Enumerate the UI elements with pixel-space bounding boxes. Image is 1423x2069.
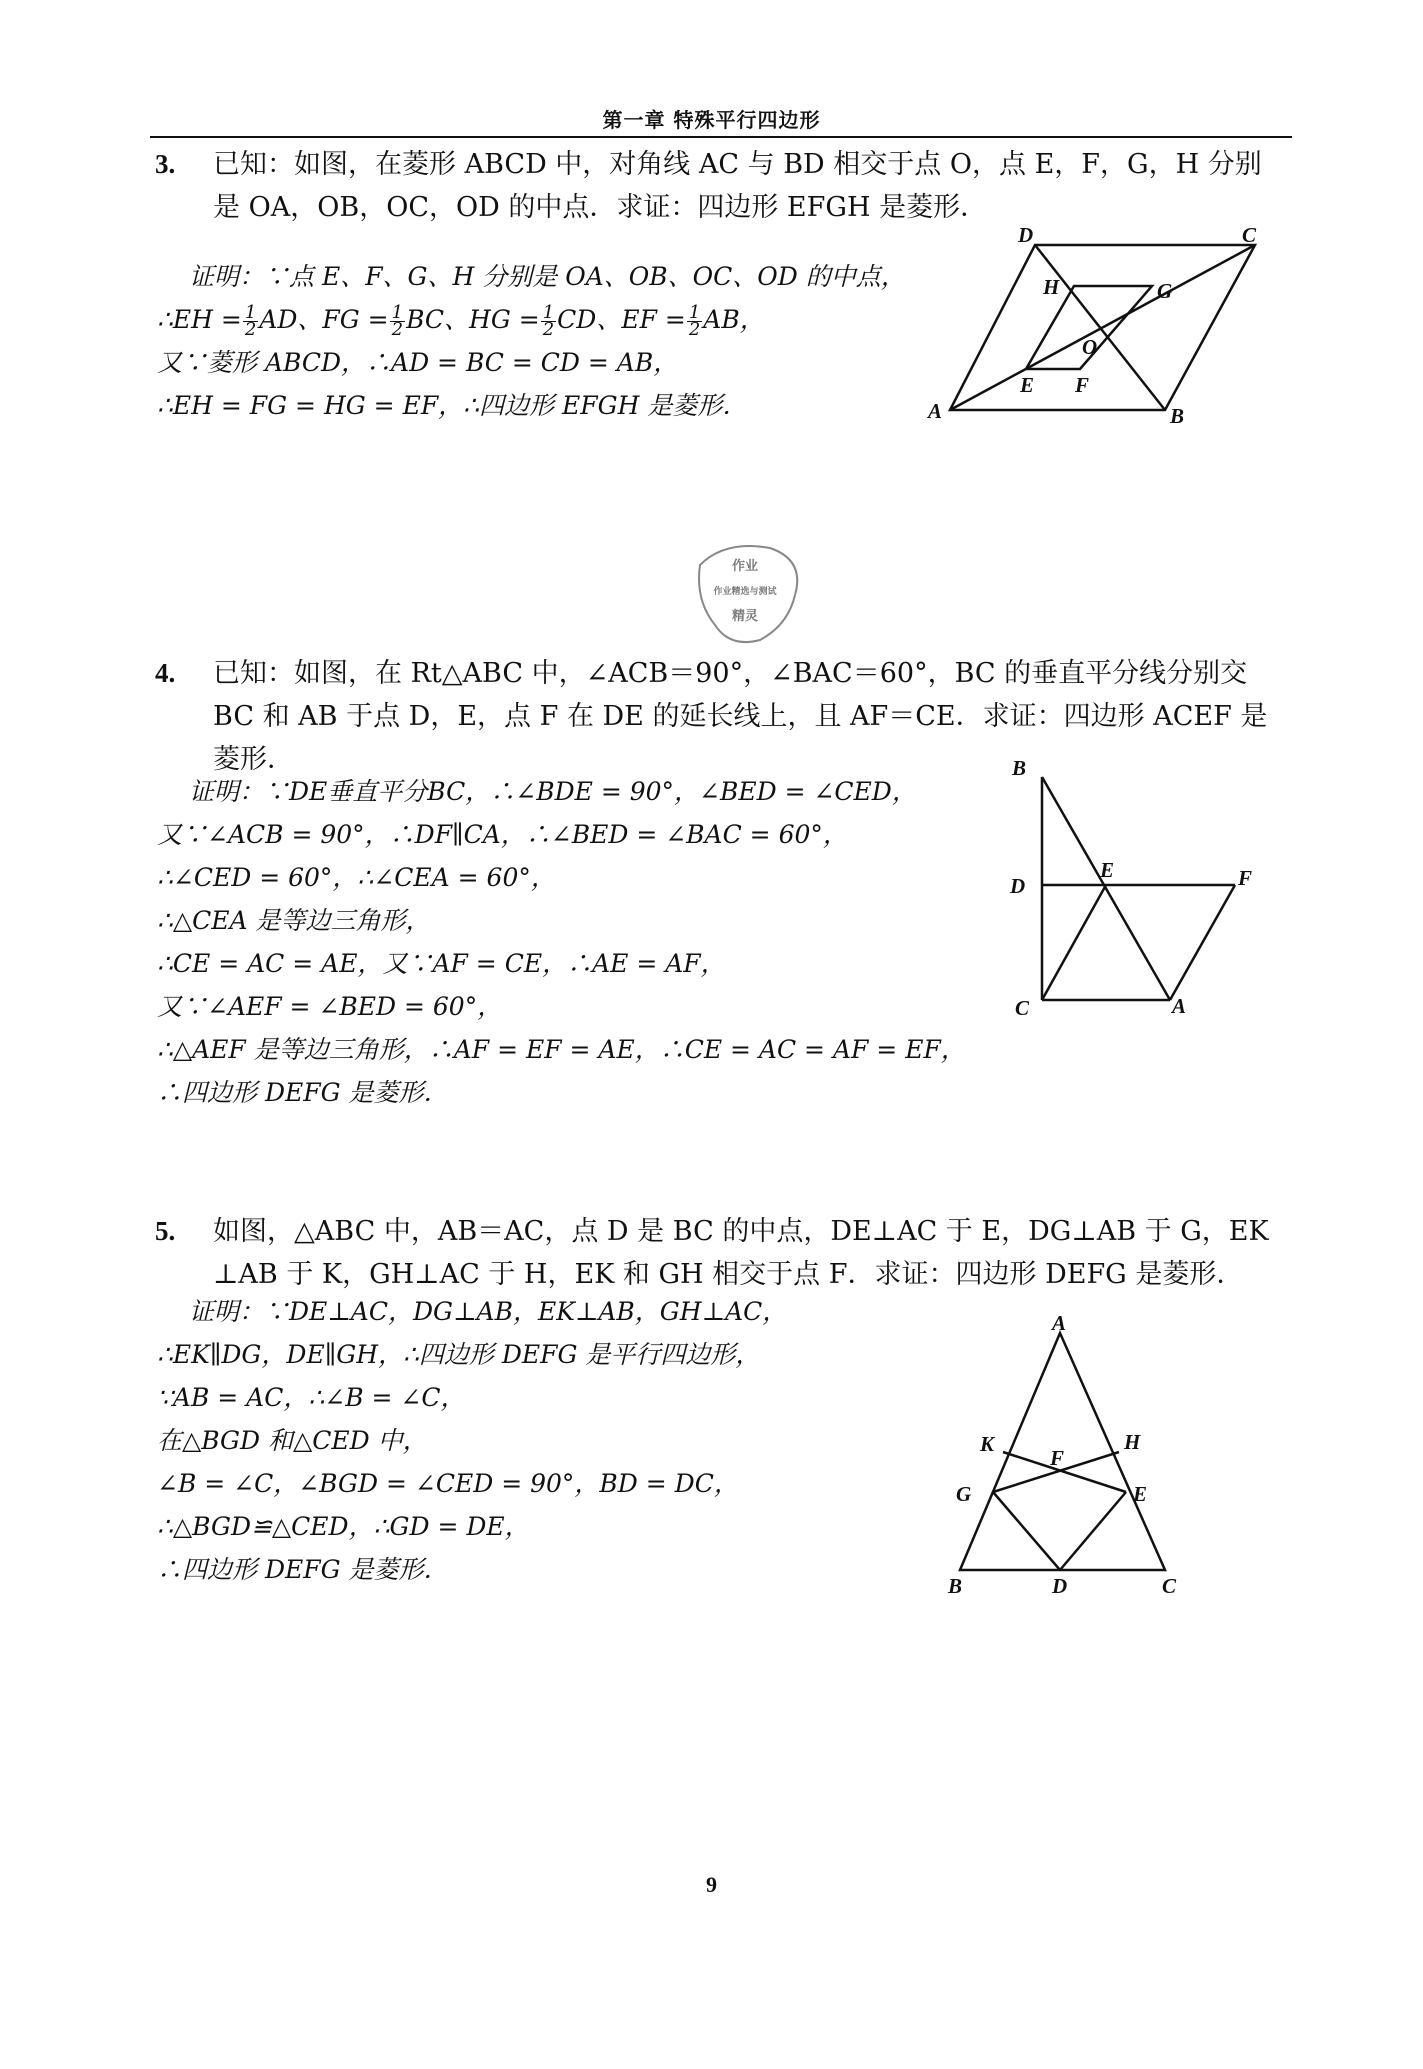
- segment-ek: [1003, 1452, 1126, 1492]
- problem-4-number: 4.: [155, 658, 176, 688]
- segment-de: [1060, 1492, 1126, 1570]
- problem-4-line2: BC 和 AB 于点 D，E，点 F 在 DE 的延长线上，且 AF＝CE．求证：四边形 ACEF 是: [213, 701, 1268, 732]
- problem-4-line1: 已知：如图，在 Rt△ABC 中，∠ACB＝90°，∠BAC＝60°，BC 的垂直平分线分别交: [213, 658, 1248, 689]
- problem-3-number: 3.: [155, 149, 176, 179]
- label-c: C: [1015, 996, 1030, 1020]
- problem-5-line1: 如图，△ABC 中，AB＝AC，点 D 是 BC 的中点，DE⊥AC 于 E，DG⊥AB 于 G，EK: [213, 1216, 1269, 1247]
- proof-4-line3: ∴∠CED = 60°，∴∠CEA = 60°，: [157, 863, 556, 892]
- proof-3-line2: ∴EH = $\frac{1}{2}$ AD、FG = $\frac{1}{2}$ BC、HG = $\frac{1}{2}$ CD、EF = $\frac{1}{2}$ AB，: [157, 302, 765, 340]
- label-b: B: [1170, 404, 1185, 428]
- proof-5-line1: 证明：∵DE⊥AC，DG⊥AB，EK⊥AB，GH⊥AC，: [189, 1297, 788, 1326]
- label-f: F: [1075, 373, 1090, 397]
- watermark-stamp-icon: [680, 540, 810, 650]
- proof-3-line1: 证明：∵点 E、F、G、H 分别是 OA、OB、OC、OD 的中点，: [189, 262, 906, 291]
- label-h: H: [1043, 275, 1060, 299]
- label-g: G: [1157, 279, 1173, 303]
- label-d: D: [1052, 1574, 1068, 1598]
- problem-3-line1: 已知：如图，在菱形 ABCD 中，对角线 AC 与 BD 相交于点 O，点 E，F，G，H 分别: [213, 149, 1262, 180]
- label-g: G: [956, 1482, 972, 1506]
- label-h: H: [1124, 1430, 1141, 1454]
- proof-5-line7: ∴四边形 DEFG 是菱形．: [157, 1555, 449, 1584]
- svg-text:作业精选与测试: 作业精选与测试: [713, 586, 777, 596]
- label-b: B: [1012, 756, 1027, 780]
- label-c: C: [1242, 225, 1257, 247]
- label-k: K: [980, 1432, 995, 1456]
- fraction-half: $\frac{1}{2}$: [244, 302, 257, 340]
- page-number: 9: [706, 1872, 717, 1897]
- proof-4-line8: ∴四边形 DEFG 是菱形．: [157, 1078, 449, 1107]
- proof-5-line3: ∵AB = AC，∴∠B = ∠C，: [157, 1383, 466, 1412]
- proof-5-line4: 在△BGD 和△CED 中，: [157, 1426, 428, 1455]
- header-rule: [150, 136, 1292, 138]
- problem-4-line3: 菱形．: [213, 744, 294, 775]
- label-o: O: [1082, 335, 1098, 359]
- label-e: E: [1133, 1482, 1148, 1506]
- proof-4-line6: 又∵∠AEF = ∠BED = 60°，: [157, 992, 503, 1021]
- problem-3-statement: [155, 143, 1295, 229]
- proof-4-line7: ∴△AEF 是等边三角形，∴AF = EF = AE，∴CE = AC = AF = EF，: [157, 1035, 966, 1064]
- fraction-half: $\frac{1}{2}$: [542, 302, 555, 340]
- problem-3-proof: [157, 255, 906, 427]
- proof-3-line3: 又∵菱形 ABCD，∴AD = BC = CD = AB，: [157, 348, 679, 377]
- proof-3-line4: ∴EH = FG = HG = EF，∴四边形 EFGH 是菱形．: [157, 391, 748, 420]
- proof-5-line6: ∴△BGD≌△CED，∴GD = DE，: [157, 1512, 530, 1541]
- svg-text:精灵: 精灵: [731, 608, 759, 623]
- proof-4-line2: 又∵∠ACB = 90°，∴DF∥CA，∴∠BED = ∠BAC = 60°，: [157, 820, 848, 849]
- problem-5-proof: [157, 1290, 787, 1591]
- label-a: A: [1172, 994, 1187, 1018]
- label-a: A: [928, 399, 943, 423]
- label-a: A: [1052, 1315, 1067, 1335]
- diagonal-bd: [1035, 245, 1165, 410]
- problem-4-proof: [157, 770, 966, 1114]
- problem-5-line2: ⊥AB 于 K，GH⊥AC 于 H，EK 和 GH 相交于点 F．求证：四边形 DEFG 是菱形．: [213, 1259, 1244, 1290]
- segment-af: [1170, 885, 1235, 1000]
- problem-5-statement: [155, 1210, 1295, 1296]
- proof-4-line1: 证明：∵DE垂直平分BC，∴∠BDE = 90°，∠BED = ∠CED，: [189, 777, 917, 806]
- proof-4-line5: ∴CE = AC = AE，又∵AF = CE，∴AE = AF，: [157, 949, 726, 978]
- label-e: E: [1100, 858, 1115, 882]
- proof-4-line4: ∴△CEA 是等边三角形，: [157, 906, 431, 935]
- label-f: F: [1238, 866, 1253, 890]
- rhombus-figure-3: [920, 225, 1280, 435]
- label-c: C: [1162, 1574, 1177, 1598]
- svg-text:作业: 作业: [731, 558, 759, 573]
- chapter-header: 第一章 特殊平行四边形: [602, 108, 821, 132]
- label-e: E: [1020, 373, 1035, 397]
- label-f: F: [1050, 1446, 1065, 1470]
- isosceles-triangle-figure-5: [940, 1315, 1200, 1605]
- proof-5-line2: ∴EK∥DG，DE∥GH，∴四边形 DEFG 是平行四边形，: [157, 1340, 761, 1369]
- label-d: D: [1010, 874, 1026, 898]
- problem-5-number: 5.: [155, 1216, 176, 1246]
- fraction-half: $\frac{1}{2}$: [688, 302, 701, 340]
- problem-3-line2: 是 OA，OB，OC，OD 的中点．求证：四边形 EFGH 是菱形．: [213, 192, 988, 223]
- label-d: D: [1018, 225, 1034, 247]
- segment-gd: [993, 1492, 1060, 1570]
- segment-ce: [1042, 885, 1106, 1000]
- proof-5-line5: ∠B = ∠C，∠BGD = ∠CED = 90°，BD = DC，: [157, 1469, 739, 1498]
- right-triangle-figure-4: [1000, 755, 1270, 1025]
- fraction-half: $\frac{1}{2}$: [391, 302, 404, 340]
- label-b: B: [948, 1574, 963, 1598]
